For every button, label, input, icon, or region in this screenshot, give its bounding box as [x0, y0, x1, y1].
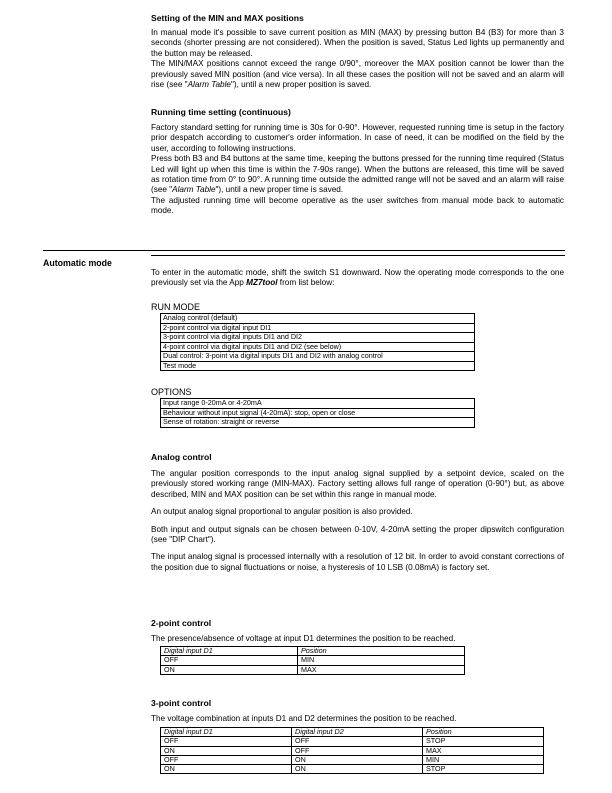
- list-item: 3-point control via digital inputs DI1 and DI2: [161, 333, 474, 343]
- table-cell: OFF: [292, 737, 423, 746]
- table-row: [161, 755, 544, 764]
- table-cell: OFF: [161, 656, 298, 665]
- options-list: [160, 398, 475, 428]
- table-cell: OFF: [161, 737, 292, 746]
- twopoint-table: [160, 646, 465, 675]
- section-title: Analog control: [151, 452, 212, 462]
- table-row: [161, 746, 544, 755]
- section-title: Running time setting (continuous): [151, 107, 291, 117]
- table-cell: ON: [161, 665, 298, 674]
- table-row: [161, 656, 465, 665]
- list-item: Input range 0-20mA or 4-20mA: [161, 399, 474, 409]
- runtime-section: [151, 107, 564, 217]
- table-cell: ON: [292, 755, 423, 764]
- table-cell: OFF: [161, 755, 292, 764]
- section-title: 3-point control: [151, 698, 212, 708]
- paragraph: The MIN/MAX positions cannot exceed the range 0/90°, moreover the MAX position cannot be lower than the previously saved MIN position (and vice versa). In all these cases the position will not be saved and an alarm will rise (see "Alarm Table"), until a new proper position is saved.: [151, 59, 564, 90]
- table-row: [161, 737, 544, 746]
- paragraph: The input analog signal is processed internally with a resolution of 12 bit. In order to avoid constant corrections of the position due to signal fluctuations or noise, a hysteresis of 10 LSB (0.08mA) is factory set.: [151, 552, 564, 572]
- table-cell: STOP: [423, 737, 544, 746]
- paragraph: In manual mode it's possible to save current position as MIN (MAX) by pressing button B4 (B3) for more than 3 seconds (shorter pressing are not considered). When the position is saved, Status Led lights up permanently and the button may be released.: [151, 28, 564, 58]
- threepoint-table: [160, 727, 544, 774]
- section-title: 2-point control: [151, 618, 212, 628]
- table-cell: OFF: [292, 746, 423, 755]
- table-cell: MIN: [423, 755, 544, 764]
- analog-section: [151, 452, 564, 573]
- twopoint-section: [151, 618, 564, 644]
- paragraph: Factory standard setting for running time is 30s for 0-90°. However, requested running time is setup in the factory prior despatch according to customer's order information. In case of need, it can be modified on the field by the user, according to following instructions.: [151, 123, 564, 153]
- table-header-cell: Digital input D1: [161, 647, 298, 656]
- table-header-cell: Digital input D1: [161, 728, 292, 737]
- paragraph: The adjusted running time will become operative as the user switches from manual mode back to automatic mode.: [151, 195, 564, 216]
- paragraph: The presence/absence of voltage at input D1 determines the position to be reached.: [151, 634, 456, 643]
- table-cell: MAX: [423, 746, 544, 755]
- table-header-cell: Position: [423, 728, 544, 737]
- table-cell: MIN: [298, 656, 465, 665]
- threepoint-section: [151, 698, 564, 724]
- auto-intro: [151, 268, 564, 289]
- list-item: 2-point control via digital input DI1: [161, 324, 474, 334]
- table-header-row: [161, 728, 544, 737]
- list-item: Sense of rotation: straight or reverse: [163, 418, 280, 426]
- table-row: [161, 765, 544, 774]
- section-divider: [43, 250, 565, 251]
- table-cell: ON: [161, 765, 292, 774]
- options-label: OPTIONS: [151, 387, 192, 397]
- run-mode-list: [160, 313, 475, 371]
- paragraph: Both input and output signals can be chosen between 0-10V, 4-20mA setting the proper dipswitch configuration (see "DIP Chart").: [151, 524, 564, 545]
- paragraph: An output analog signal proportional to angular position is also provided.: [151, 507, 413, 517]
- divider-line: [151, 255, 565, 256]
- paragraph: Press both B3 and B4 buttons at the same time, keeping the buttons pressed for the running time required (Status Led will light up when this time is within the 7-90s range). When the buttons are released, this time will be saved as rotation time from 0° to 90°. A running time outside the admitted range will not be saved and an alarm will raise (see "Alarm Table"), until a new proper time is saved.: [151, 154, 564, 195]
- paragraph: To enter in the automatic mode, shift the switch S1 downward. Now the operating mode corresponds to the one previously set via the App MZ7tool from list below:: [151, 268, 564, 288]
- list-item: 4-point control via digital inputs DI1 and DI2 (see below): [161, 343, 474, 353]
- list-item: Dual control: 3-point via digital inputs DI1 and DI2 with analog control: [161, 352, 474, 362]
- table-header-cell: Digital input D2: [292, 728, 423, 737]
- table-row: [161, 665, 465, 674]
- list-item: Analog control (default): [161, 314, 474, 324]
- table-cell: STOP: [423, 765, 544, 774]
- list-item: Test mode: [163, 361, 197, 370]
- table-cell: MAX: [298, 665, 465, 674]
- side-heading: Automatic mode: [43, 258, 112, 268]
- paragraph: The voltage combination at inputs D1 and D2 determines the position to be reached.: [151, 714, 457, 723]
- table-cell: ON: [161, 746, 292, 755]
- run-mode-label: RUN MODE: [151, 302, 200, 312]
- table-header-cell: Position: [298, 647, 465, 656]
- paragraph: The angular position corresponds to the input analog signal supplied by a setpoint device, scaled on the previously stored working range (MIN-MAX). Factory setting allows full range of operation (0-90°) but, as above described, MIN and MAX position can be set within this range in manual mode.: [151, 469, 564, 499]
- list-item: Behaviour without input signal (4-20mA): stop, open or close: [161, 409, 474, 419]
- section-title: Setting of the MIN and MAX positions: [151, 13, 304, 23]
- table-cell: ON: [292, 765, 423, 774]
- minmax-section: [151, 13, 564, 90]
